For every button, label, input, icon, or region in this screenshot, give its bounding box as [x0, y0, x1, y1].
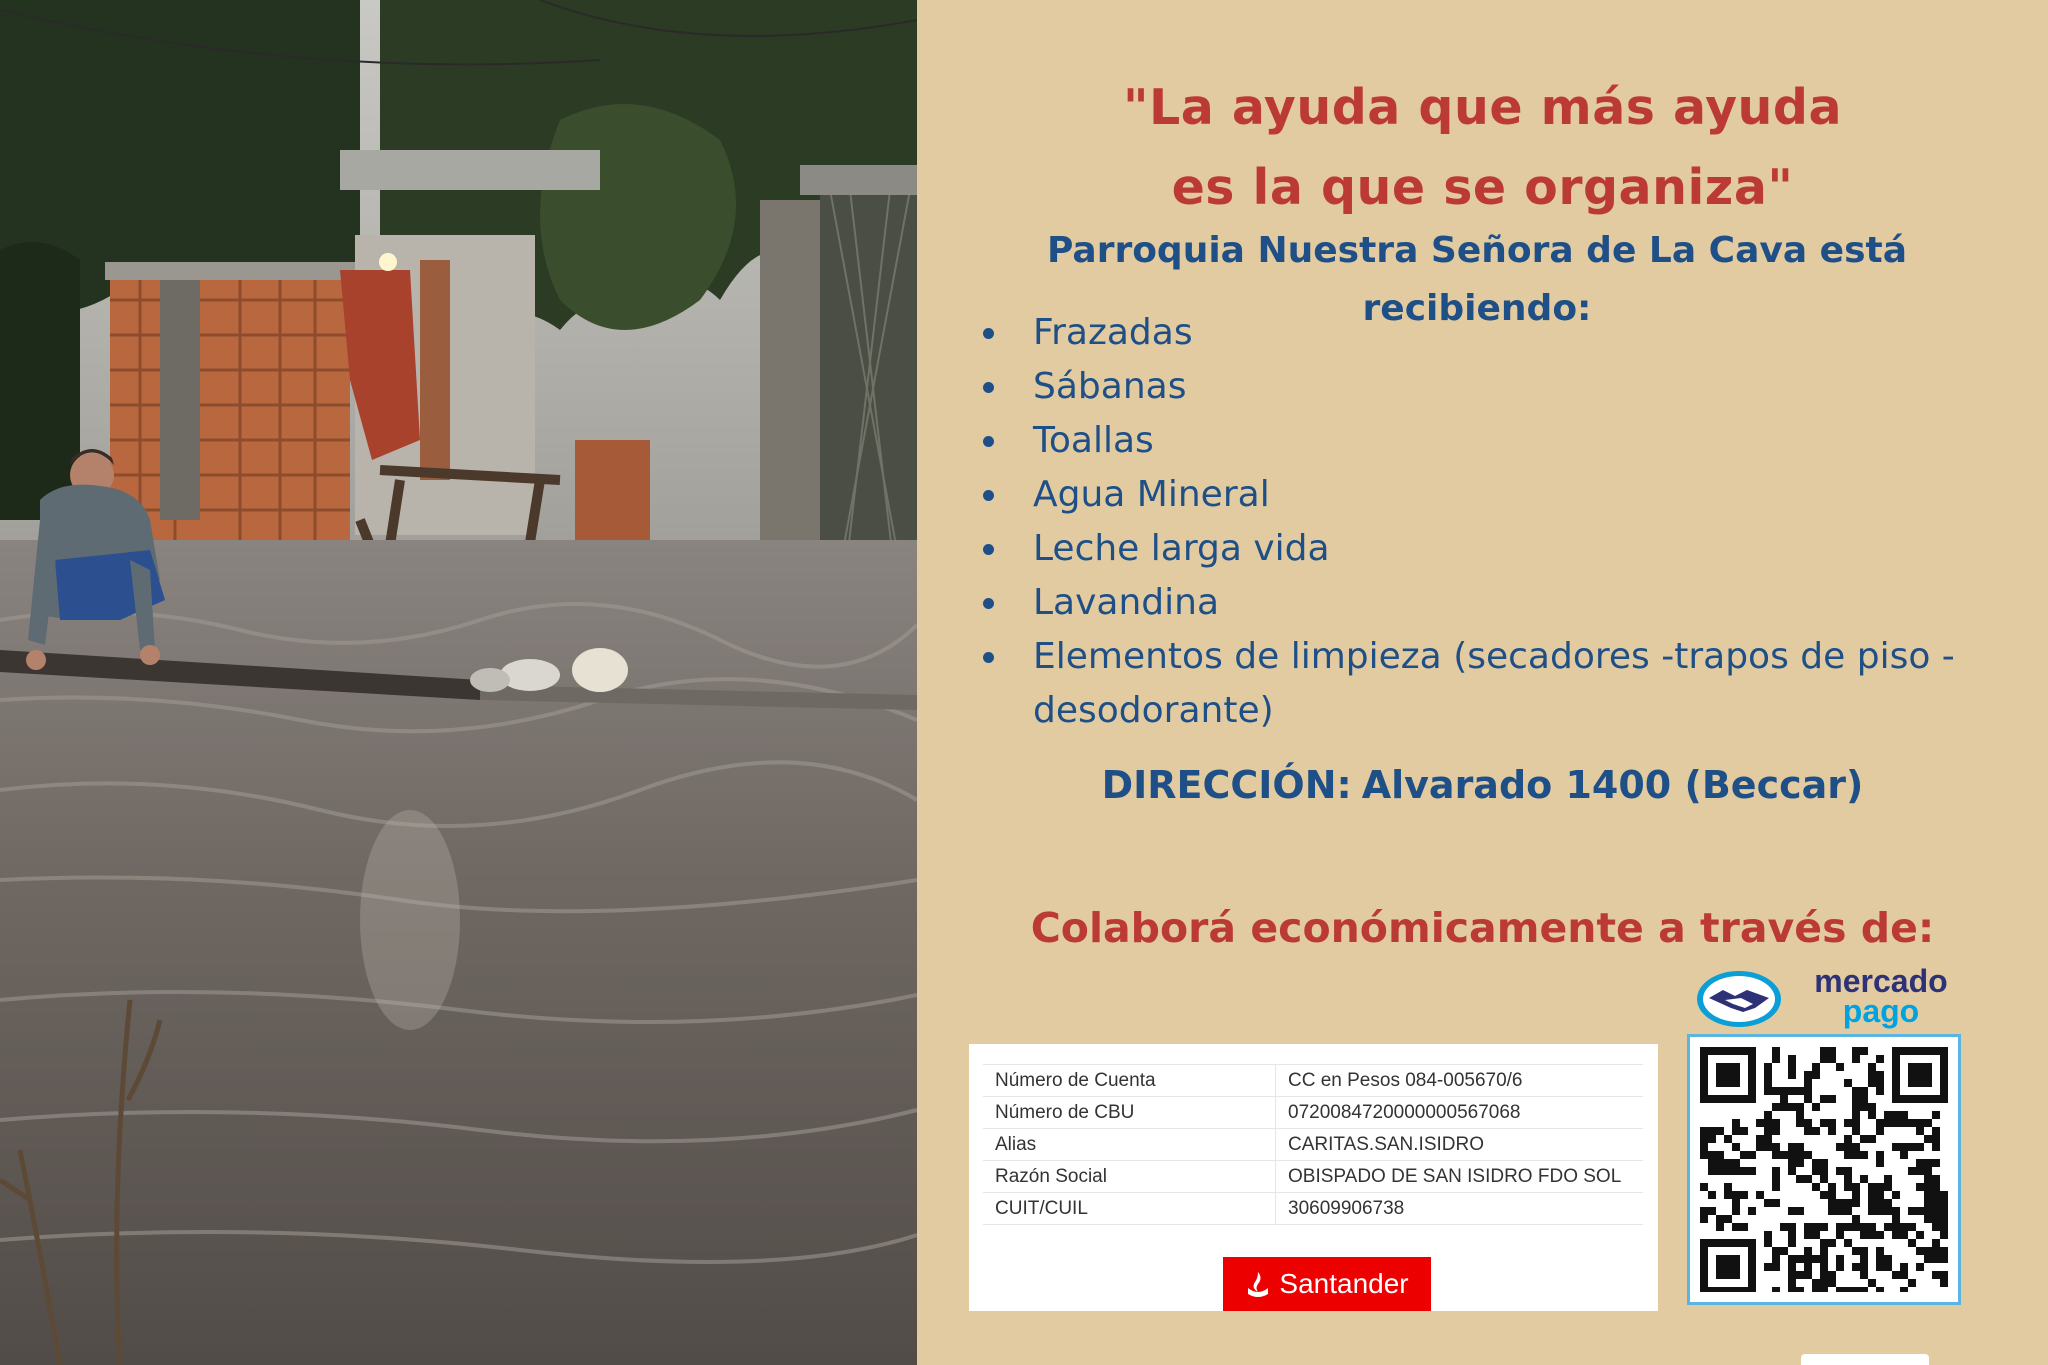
address-value: Alvarado 1400 (Beccar): [1361, 763, 1864, 807]
bullet-icon: [983, 490, 994, 501]
list-item: Frazadas: [977, 306, 2037, 360]
address: [917, 758, 2048, 812]
bank-account-card: [969, 1044, 1658, 1311]
donate-heading: Colaborá económicamente a través de:: [1030, 904, 1935, 952]
table-row: CUIT/CUIL 30609906738: [983, 1193, 1643, 1225]
bullet-icon: [983, 652, 994, 663]
address-label: DIRECCIÓN:: [1101, 763, 1352, 807]
bullet-icon: [983, 436, 994, 447]
quote-line-2: es la que se organiza": [1171, 159, 1794, 216]
list-item: Elementos de limpieza (secadores -trapos de piso - desodorante): [977, 630, 2037, 738]
bullet-icon: [983, 544, 994, 555]
bullet-icon: [983, 382, 994, 393]
intro-text: Parroquia Nuestra Señora de La Cava está recibiendo:: [1046, 230, 1908, 329]
corner-tab: [1801, 1354, 1929, 1365]
bullet-icon: [983, 598, 994, 609]
flood-photo: [0, 0, 917, 1365]
qr-code[interactable]: [1687, 1034, 1961, 1305]
quote-heading: [917, 68, 2048, 228]
list-item: Toallas: [977, 414, 2037, 468]
mercadopago-wordmark: mercado pago: [1814, 963, 1948, 1029]
flood-scene-illustration: [0, 0, 917, 1365]
santander-logo: [1223, 1257, 1431, 1311]
table-row: Número de CBU 0720084720000000567068: [983, 1097, 1643, 1129]
donation-items-list: [977, 306, 2037, 738]
handshake-icon: [1695, 968, 1785, 1030]
qr-code-icon: [1700, 1047, 1948, 1292]
santander-logo-text: Santander: [1279, 1268, 1409, 1299]
list-item: Sábanas: [977, 360, 2037, 414]
mercadopago-logo: [1695, 963, 1975, 1032]
list-item: Lavandina: [977, 576, 2037, 630]
table-row: Razón Social OBISPADO DE SAN ISIDRO FDO SOL: [983, 1161, 1643, 1193]
santander-flame-icon: [1245, 1270, 1271, 1298]
table-row: Alias CARITAS.SAN.ISIDRO: [983, 1129, 1643, 1161]
bullet-icon: [983, 328, 994, 339]
table-row: Número de Cuenta CC en Pesos 084-005670/6: [983, 1065, 1643, 1097]
bank-details-table: [983, 1064, 1643, 1225]
list-item: Leche larga vida: [977, 522, 2037, 576]
info-panel: [917, 0, 2048, 1365]
quote-line-1: "La ayuda que más ayuda: [1122, 79, 1843, 136]
list-item: Agua Mineral: [977, 468, 2037, 522]
